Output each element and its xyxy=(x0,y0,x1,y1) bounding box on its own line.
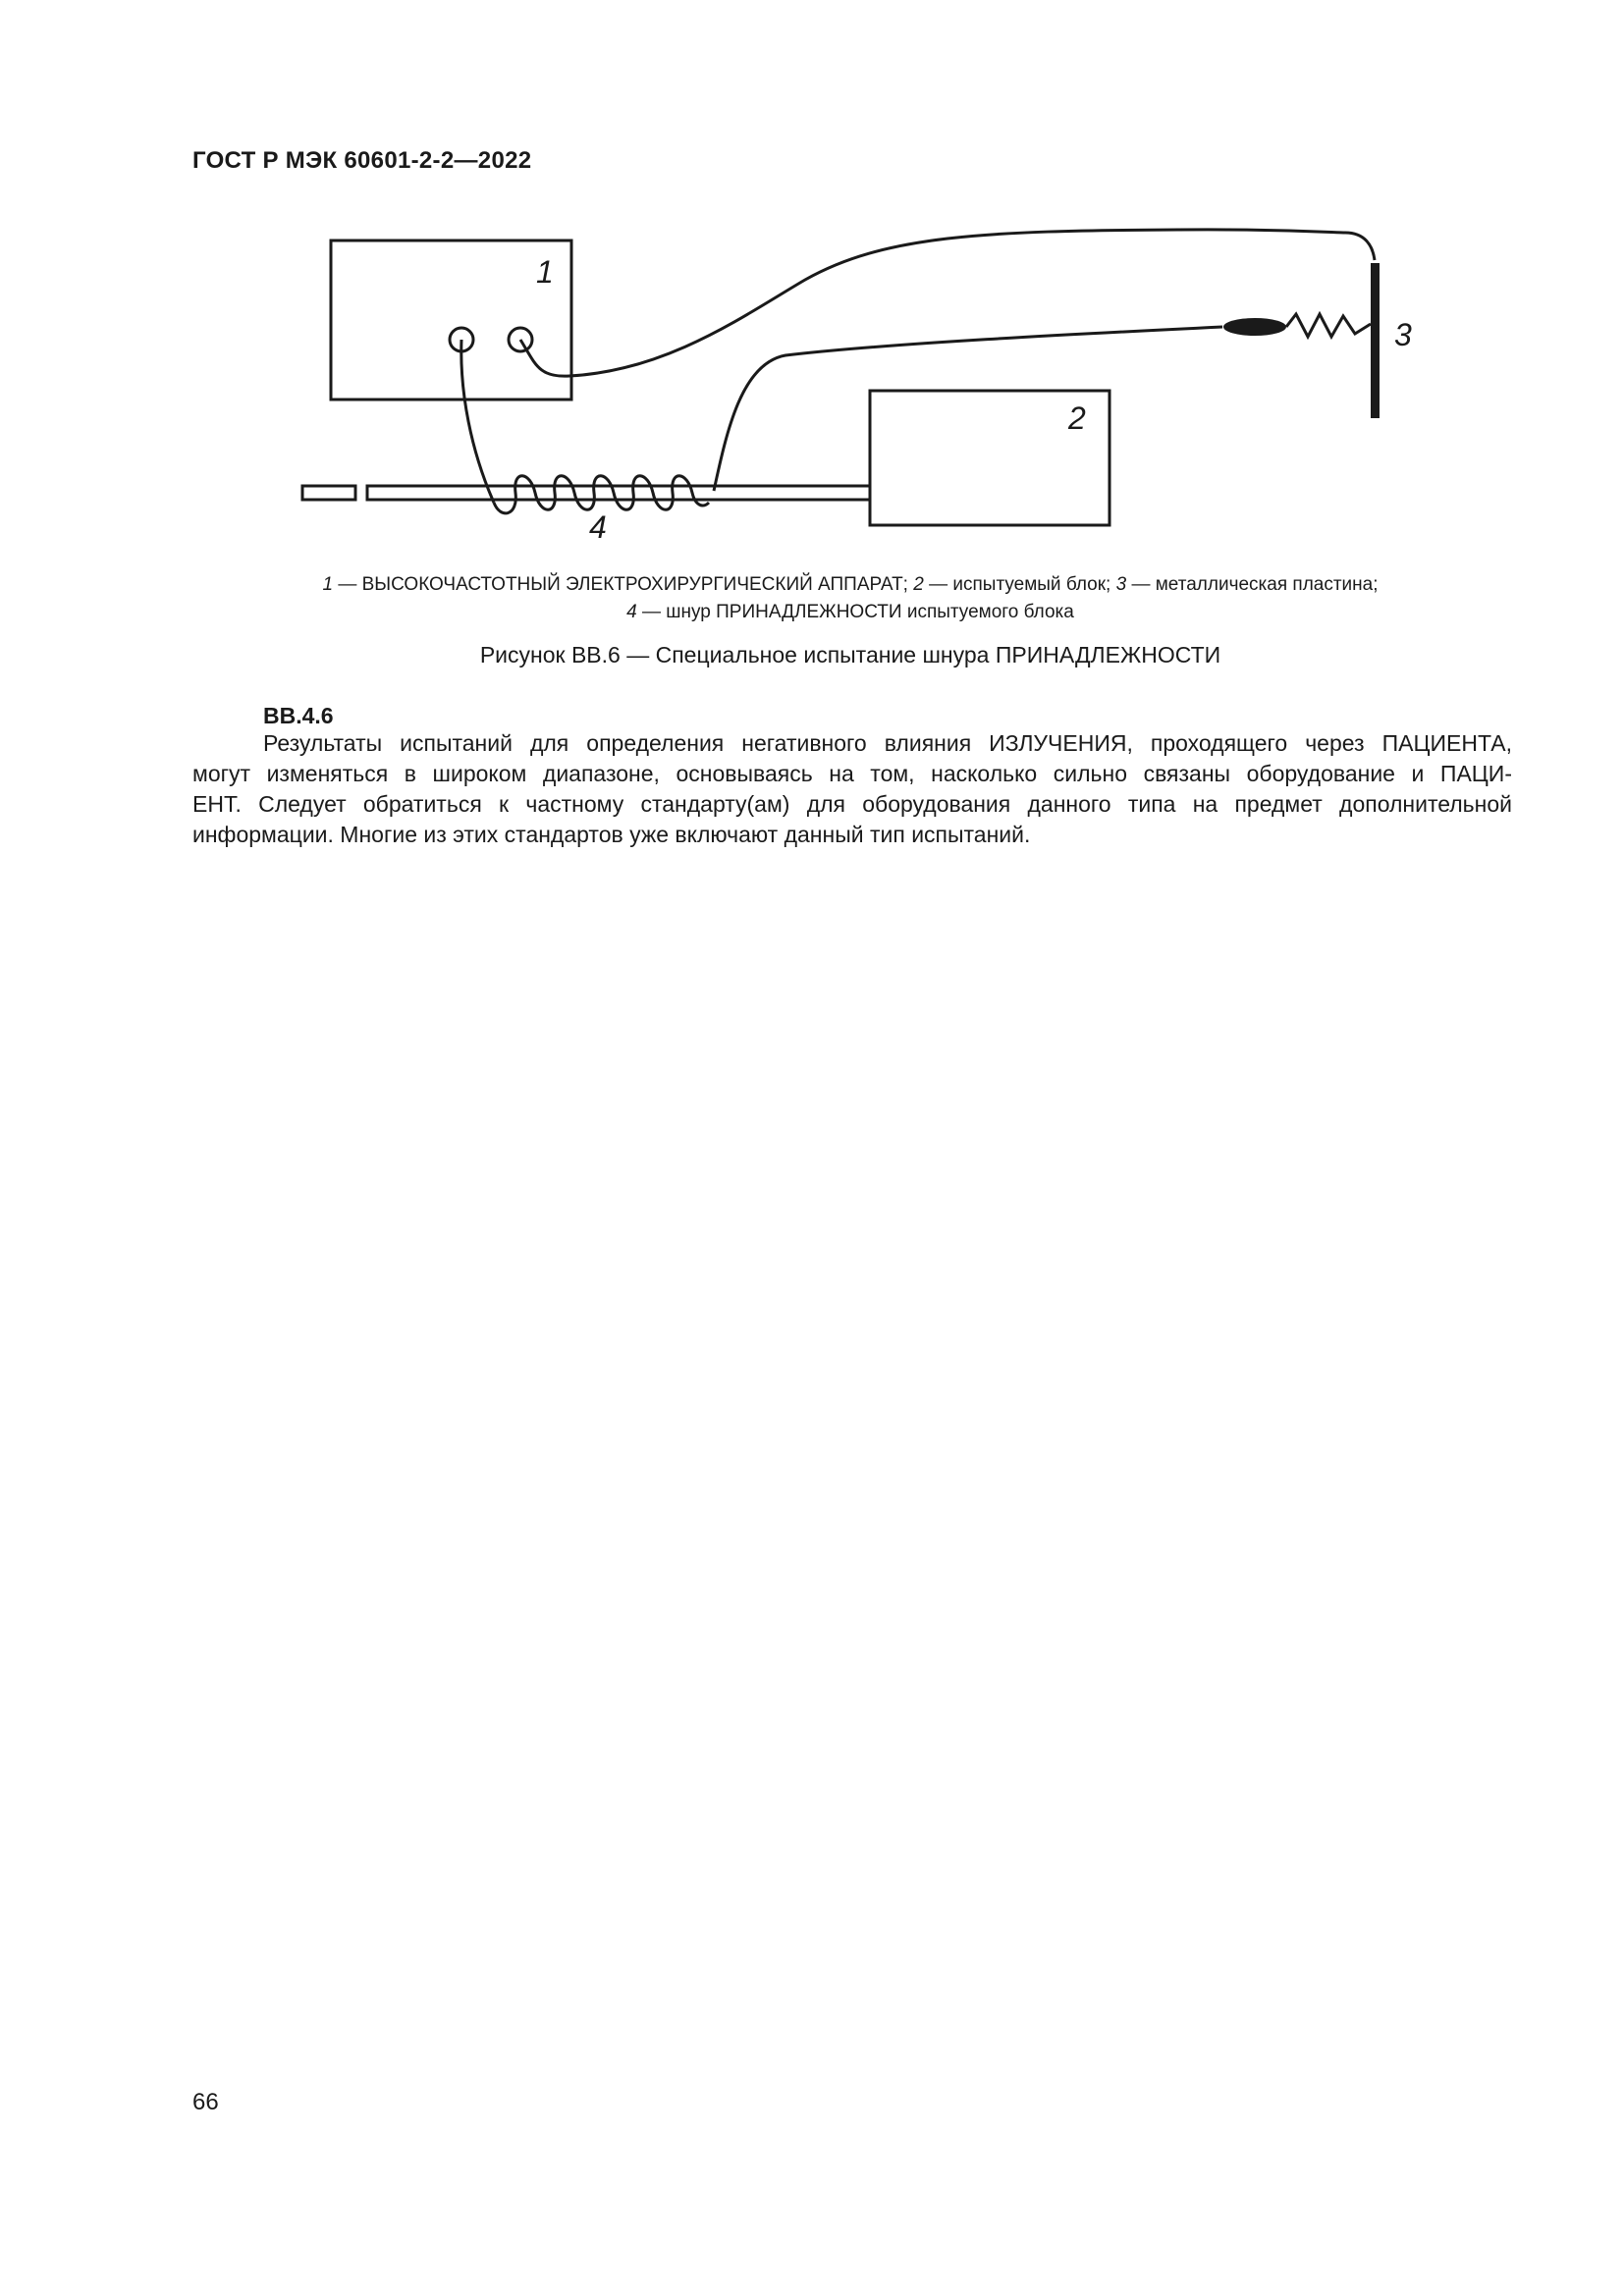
legend-num-3: 3 xyxy=(1115,574,1127,595)
figure-caption: Рисунок BB.6 — Специальное испытание шнура ПРИНАДЛЕЖНОСТИ xyxy=(479,642,1221,667)
legend-text-1: — ВЫСОКОЧАСТОТНЫЙ ЭЛЕКТРОХИРУРГИЧЕСКИЙ АППАРАТ; xyxy=(333,574,914,595)
return-wire xyxy=(461,340,494,503)
legend-text-3: — металлическая пластина; xyxy=(1126,574,1379,595)
figure-legend xyxy=(192,571,1508,626)
metal-plate xyxy=(1371,263,1380,418)
legend-text-2: — испытуемый блок; xyxy=(923,574,1116,595)
page-number: 66 xyxy=(192,2089,219,2115)
paragraph-line: ЕНТ. Следует обратиться к частному стандарту(ам) для оборудования данного типа на предмет дополнительной xyxy=(192,791,1512,817)
diagram-svg xyxy=(285,216,1443,569)
label-1: 1 xyxy=(536,254,554,290)
legend-num-2: 2 xyxy=(913,574,924,595)
legend-text-4: — шнур ПРИНАДЛЕЖНОСТИ испытуемого блока xyxy=(636,602,1074,622)
wire-coil xyxy=(494,476,709,513)
paragraph-line: Результаты испытаний для определения негативного влияния ИЗЛУЧЕНИЯ, проходящего через ПАЦИЕНТА, xyxy=(263,730,1512,756)
label-4: 4 xyxy=(589,509,607,545)
legend-line-1 xyxy=(192,571,1508,599)
active-cable xyxy=(520,230,1375,376)
electrode-tip xyxy=(1223,318,1286,336)
spark-discharge xyxy=(1286,314,1371,337)
paragraph-line: информации. Многие из этих стандартов уже включают данный тип испытаний. xyxy=(192,822,1031,847)
legend-num-1: 1 xyxy=(322,574,334,595)
legend-line-2 xyxy=(192,599,1508,626)
cord-stub xyxy=(302,486,355,500)
electrode-cable xyxy=(714,327,1222,491)
label-2: 2 xyxy=(1068,400,1086,436)
section-number: BB.4.6 xyxy=(263,703,334,728)
document-header: ГОСТ Р МЭК 60601-2-2—2022 xyxy=(192,147,532,174)
accessory-cord xyxy=(367,486,870,500)
paragraph-line: могут изменяться в широком диапазоне, основываясь на том, насколько сильно связаны оборудование и ПАЦИ- xyxy=(192,761,1512,786)
label-3: 3 xyxy=(1394,317,1412,352)
section-paragraph xyxy=(192,728,1512,850)
legend-num-4: 4 xyxy=(626,602,637,622)
figure-bb6-diagram xyxy=(285,216,1443,569)
